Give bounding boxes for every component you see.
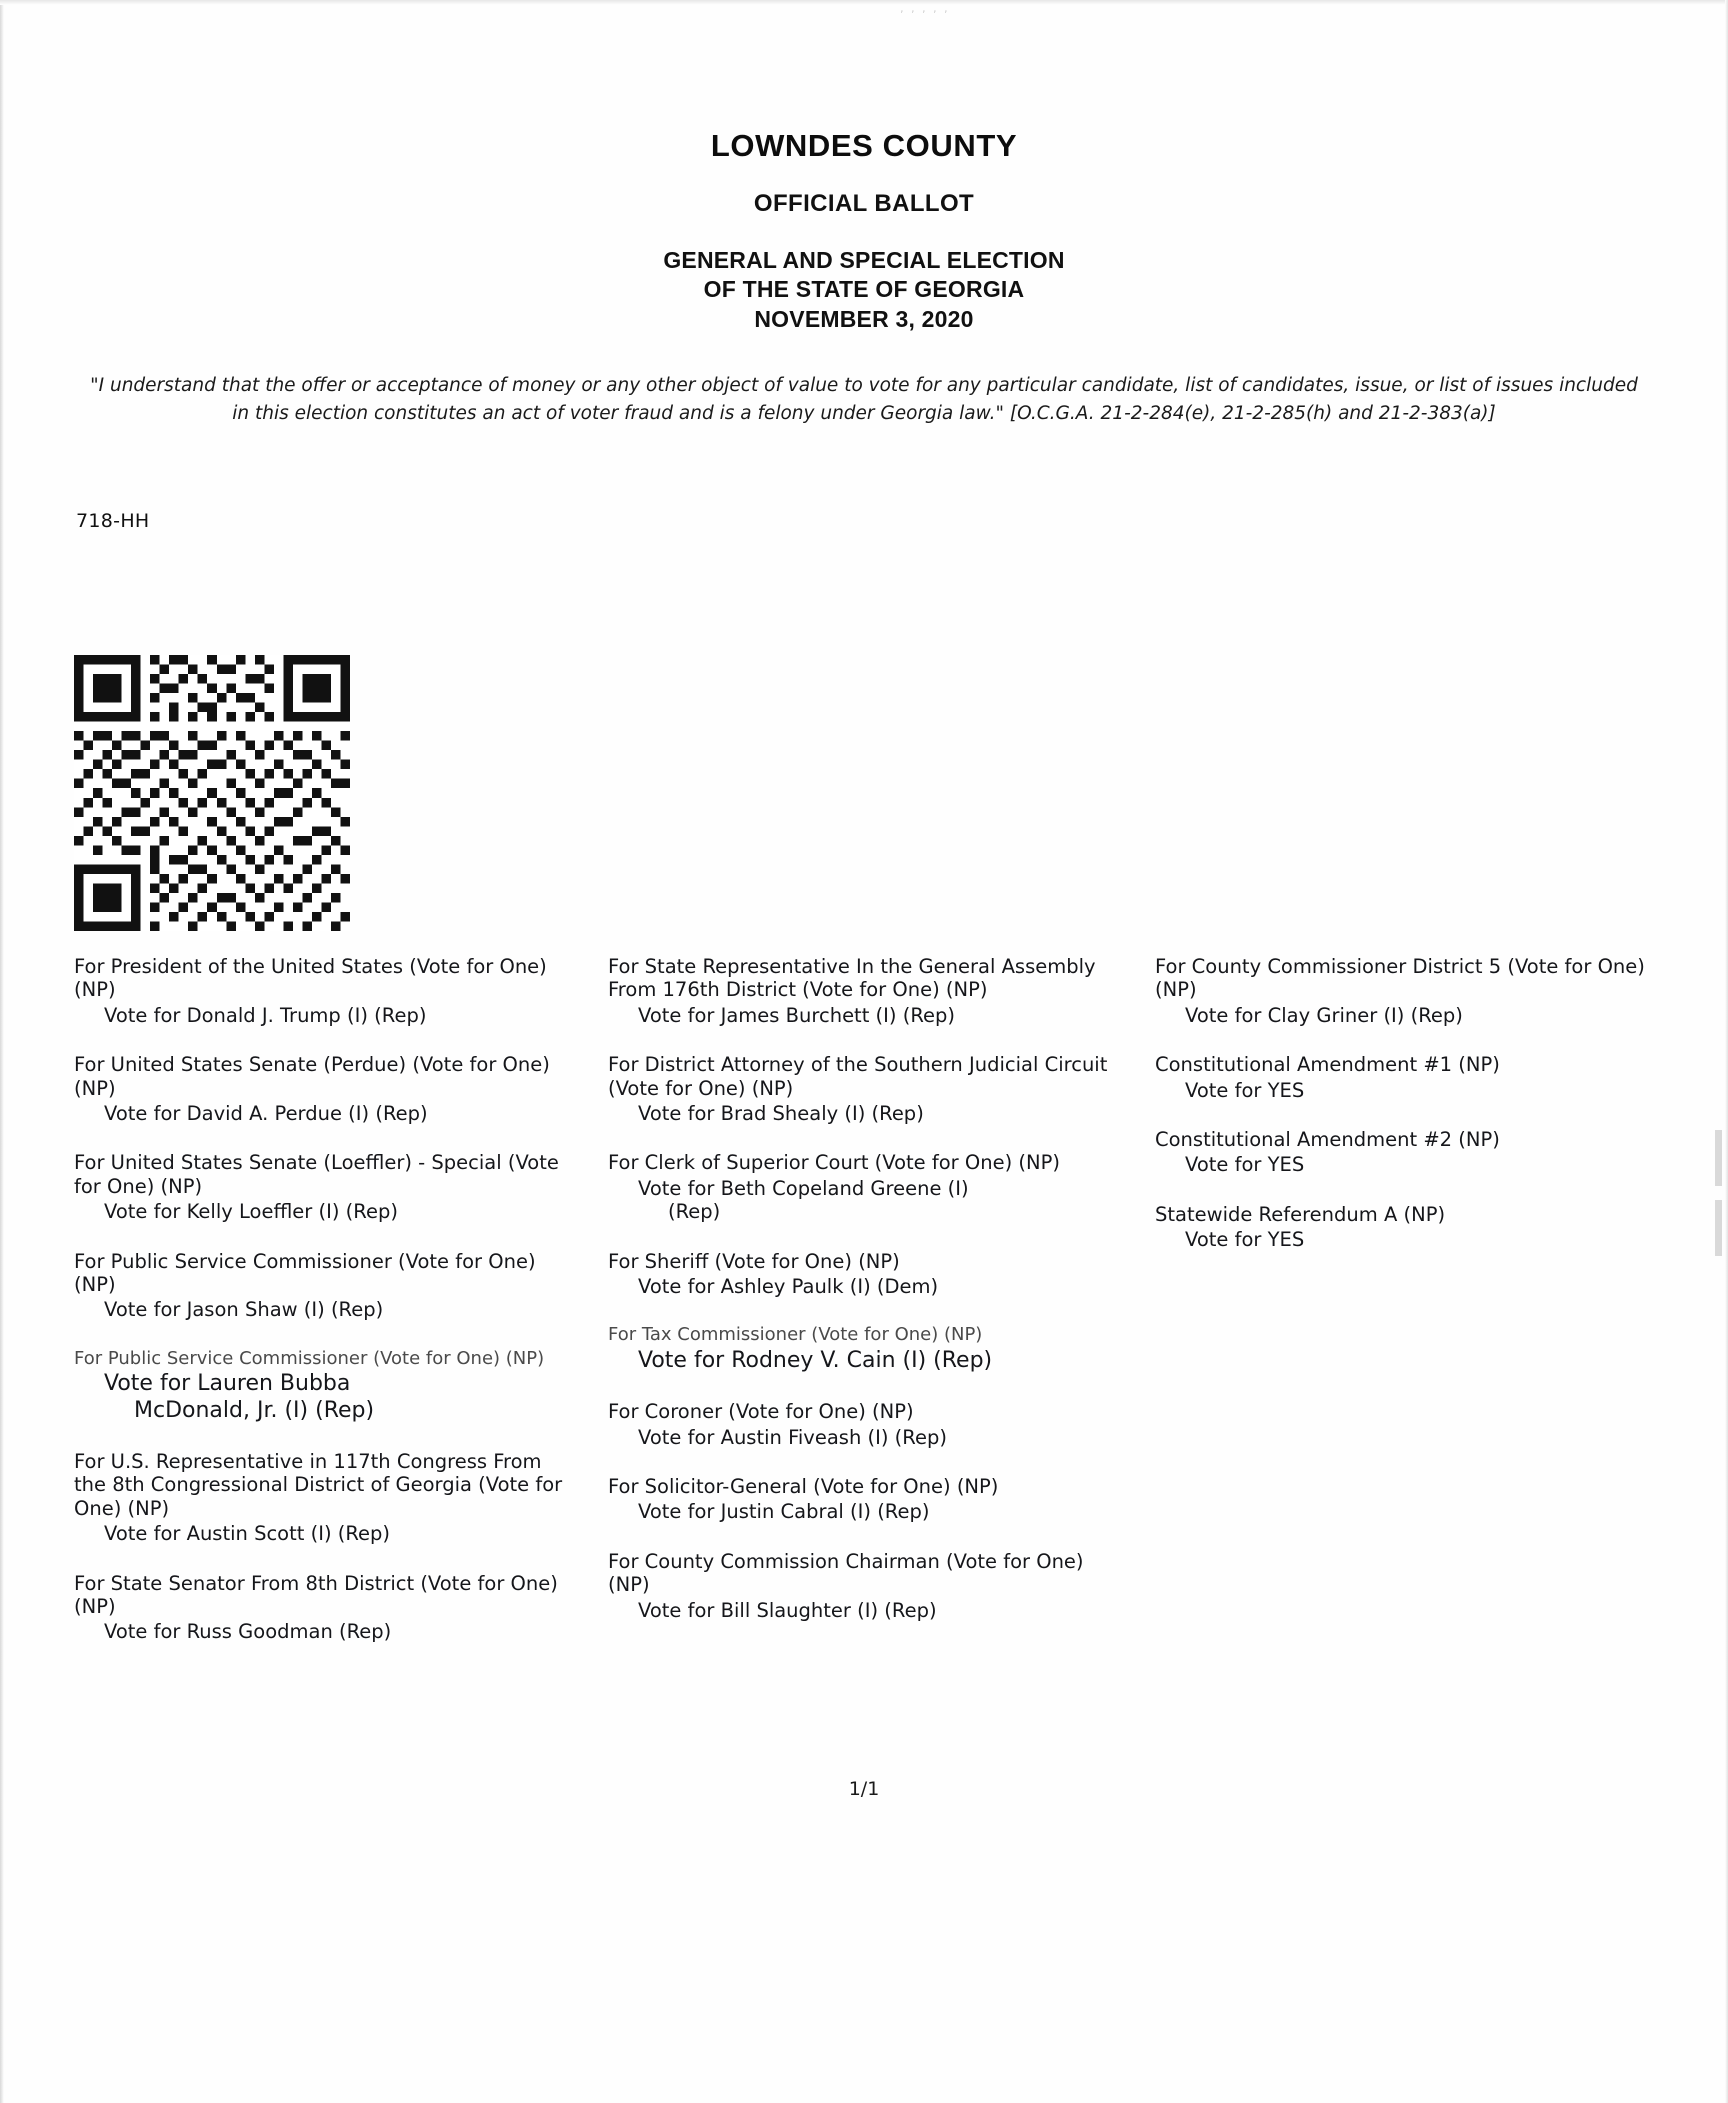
contest-title: For United States Senate (Loeffler) - Special (Vote for One) (NP) (74, 1151, 559, 1198)
contest-title: For Public Service Commissioner (Vote for One) (NP) (74, 1347, 545, 1369)
contest-county-commissioner-district-5 (1155, 955, 1675, 1027)
contest-title: For Tax Commissioner (Vote for One) (NP) (608, 1324, 983, 1346)
contest-president (74, 955, 574, 1027)
selected-choice: Vote for James Burchett (I) (Rep) (638, 1003, 955, 1027)
ballot-style-code: 718-HH (76, 510, 150, 532)
qr-code (74, 655, 350, 931)
contest-clerk-superior-court (608, 1151, 1116, 1223)
selected-choice: Vote for Donald J. Trump (I) (Rep) (104, 1003, 427, 1027)
contest-title: For Solicitor-General (Vote for One) (NP) (608, 1475, 999, 1499)
contest-title: Constitutional Amendment #1 (NP) (1155, 1053, 1500, 1077)
scan-artifact-marks: ‚ ‚ ‚ ‚ ‚ (900, 2, 950, 15)
contest-title: For Public Service Commissioner (Vote for One) (NP) (74, 1249, 536, 1296)
contest-title: For Coroner (Vote for One) (NP) (608, 1400, 914, 1424)
contest-title: For County Commissioner District 5 (Vote for One) (NP) (1155, 955, 1645, 1002)
contest-us-senate-loeffler-special (74, 1151, 574, 1223)
selected-choice (638, 1177, 1116, 1224)
ballot-header (0, 128, 1728, 334)
selections-column-3 (1155, 955, 1675, 1278)
contest-statewide-referendum-a (1155, 1203, 1675, 1252)
contest-title: Constitutional Amendment #2 (NP) (1155, 1127, 1500, 1151)
selected-choice-line1: Vote for Lauren Bubba (104, 1371, 351, 1397)
contest-title: For District Attorney of the Southern Judicial Circuit (Vote for One) (NP) (608, 1053, 1108, 1100)
contest-title: Statewide Referendum A (NP) (1155, 1202, 1446, 1226)
election-date: NOVEMBER 3, 2020 (754, 305, 974, 332)
contest-title: For President of the United States (Vote for One) (NP) (74, 955, 547, 1002)
selected-choice (104, 1371, 574, 1424)
contest-title: For Clerk of Superior Court (Vote for One) (NP) (608, 1151, 1060, 1175)
selected-choice: Vote for Jason Shaw (I) (Rep) (104, 1298, 384, 1322)
contest-title: For U.S. Representative in 117th Congress From the 8th Congressional District of Georgia (Vote for One) (NP) (74, 1450, 563, 1520)
selected-choice-line2: (Rep) (668, 1200, 721, 1224)
contest-state-senator-8th-district (74, 1572, 574, 1644)
selections-columns (0, 955, 1728, 1695)
selected-choice-line1: Vote for Beth Copeland Greene (I) (638, 1176, 969, 1200)
contest-district-attorney (608, 1053, 1116, 1125)
contest-coroner (608, 1400, 1116, 1449)
selections-column-1 (74, 955, 574, 1670)
selected-choice: Vote for David A. Perdue (I) (Rep) (104, 1101, 428, 1125)
contest-us-senate-perdue (74, 1053, 574, 1125)
contest-us-representative-8th-district (74, 1450, 574, 1546)
selected-choice: Vote for Bill Slaughter (I) (Rep) (638, 1598, 937, 1622)
contest-county-commission-chairman (608, 1550, 1116, 1622)
selected-choice: Vote for Justin Cabral (I) (Rep) (638, 1500, 930, 1524)
page-title: LOWNDES COUNTY (710, 128, 1018, 163)
scan-edge-top (0, 0, 1728, 5)
contest-sheriff (608, 1250, 1116, 1299)
election-title-line2: OF THE STATE OF GEORGIA (703, 276, 1025, 303)
selected-choice: Vote for YES (1185, 1228, 1305, 1252)
contest-title: For State Senator From 8th District (Vote for One) (NP) (74, 1571, 558, 1619)
page-number: 1/1 (848, 1778, 880, 1800)
contest-public-service-commissioner-2 (74, 1348, 574, 1424)
official-ballot-label: OFFICIAL BALLOT (753, 190, 975, 217)
contest-title: For United States Senate (Perdue) (Vote for One) (NP) (74, 1053, 550, 1100)
contest-constitutional-amendment-2 (1155, 1128, 1675, 1177)
selected-choice: Vote for YES (1185, 1078, 1305, 1102)
selected-choice: Vote for Rodney V. Cain (I) (Rep) (638, 1347, 993, 1373)
selected-choice: Vote for Brad Shealy (I) (Rep) (638, 1101, 924, 1125)
contest-title: For State Representative In the General Assembly From 176th District (Vote for One) (NP) (608, 955, 1096, 1002)
selected-choice-line2: McDonald, Jr. (I) (Rep) (134, 1397, 375, 1423)
selected-choice: Vote for Russ Goodman (Rep) (104, 1620, 392, 1644)
election-title-line1: GENERAL AND SPECIAL ELECTION (663, 247, 1065, 273)
contest-constitutional-amendment-1 (1155, 1053, 1675, 1102)
contest-public-service-commissioner-1 (74, 1250, 574, 1322)
contest-tax-commissioner (608, 1324, 1116, 1374)
selections-column-2 (608, 955, 1116, 1648)
selected-choice: Vote for Ashley Paulk (I) (Dem) (638, 1274, 939, 1298)
selected-choice: Vote for Austin Fiveash (I) (Rep) (638, 1425, 947, 1449)
selected-choice: Vote for Austin Scott (I) (Rep) (104, 1522, 391, 1546)
contest-title: For Sheriff (Vote for One) (NP) (608, 1249, 900, 1273)
election-title (0, 246, 1728, 334)
selected-choice: Vote for Clay Griner (I) (Rep) (1185, 1003, 1463, 1027)
contest-state-representative-176th (608, 955, 1116, 1027)
contest-title: For County Commission Chairman (Vote for One) (NP) (608, 1549, 1084, 1597)
selected-choice: Vote for YES (1185, 1153, 1305, 1177)
contest-solicitor-general (608, 1475, 1116, 1524)
voter-oath-text: "I understand that the offer or acceptance of money or any other object of value to vote for any particular candidate, list of candidates, issue, or list of issues included in this election constitutes an act of voter fraud and is a felony under Georgia law." [O.C.G.A. 21-2-284(e), 21-2-285(h) and 21-2-383(a)] (90, 375, 1638, 425)
selected-choice: Vote for Kelly Loeffler (I) (Rep) (104, 1200, 398, 1224)
